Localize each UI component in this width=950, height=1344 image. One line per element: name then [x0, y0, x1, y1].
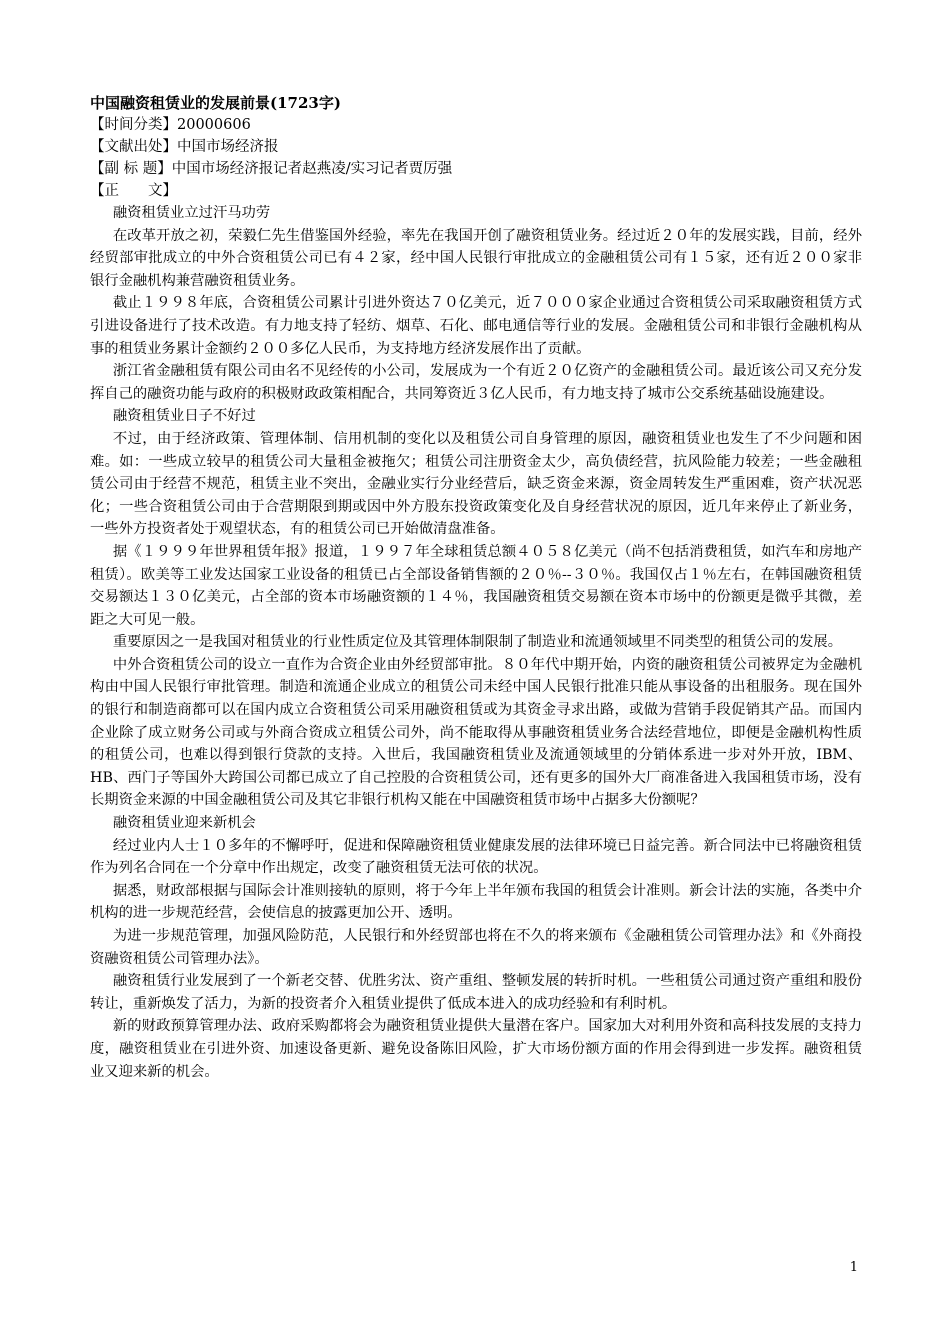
paragraph: 融资租赁行业发展到了一个新老交替、优胜劣汰、资产重组、整顿发展的转折时机。一些租赁公司通过资产重组和股份转让，重新焕发了活力，为新的投资者介入租赁业提供了低成本进入的成功经验和有利时机。	[90, 973, 862, 1012]
paragraph: 经过业内人士１０多年的不懈呼吁，促进和保障融资租赁业健康发展的法律环境已日益完善。新合同法中已将融资租赁作为列名合同在一个分章中作出规定，改变了融资租赁无法可依的状况。	[90, 837, 862, 877]
paragraph: 新的财政预算管理办法、政府采购都将会为融资租赁业提供大量潜在客户。国家加大对利用外资和高科技发展的支持力度，融资租赁业在引进外资、加速设备更新、避免设备陈旧风险，扩大市场份额方面的作用会得到进一步发挥。融资租赁业又迎来新的机会。	[90, 1018, 862, 1080]
article-meta	[90, 114, 862, 202]
meta-body-label: 【正 文】	[90, 183, 177, 199]
paragraph: 中外合资租赁公司的设立一直作为合资企业由外经贸部审批。８０年代中期开始，内资的融资租赁公司被界定为金融机构由中国人民银行审批管理。制造和流通企业成立的租赁公司未经中国人民银行批准只能从事设备的出租服务。现在国外的银行和制造商都可以在国内成立合资租赁公司采用融资租赁或为其资金寻求出路，或做为营销手段促销其产品。而国内企业除了成立财务公司或与外商合资成立租赁公司外，尚不能取得从事融资租赁业务合法经营地位，即便是金融机构性质的租赁公司，也难以得到银行贷款的支持。入世后，我国融资租赁业及流通领域里的分销体系进一步对外开放，IBM、HB、西门子等国外大跨国公司都已成立了自己控股的合资租赁公司，还有更多的国外大厂商准备进入我国租赁市场，没有长期资金来源的中国金融租赁公司及其它非银行机构又能在中国融资租赁市场中占据多大份额呢？	[90, 656, 862, 809]
paragraph: 为进一步规范管理，加强风险防范，人民银行和外经贸部也将在不久的将来颁布《金融租赁公司管理办法》和《外商投资融资租赁公司管理办法》。	[90, 928, 862, 967]
section-heading: 融资租赁业迎来新机会	[112, 815, 256, 832]
paragraph: 据《１９９９年世界租赁年报》报道，１９９７年全球租赁总额４０５８亿美元（尚不包括消费租赁，如汽车和房地产租赁）。欧美等工业发达国家工业设备的租赁已占全部设备销售额的２０％--３０％。我国仅占１％左右，在韩国融资租赁交易额达１３０亿美元，占全部的资本市场融资额的１４％，我国融资租赁交易额在资本市场中的份额更是微乎其微，差距之大可见一般。	[90, 543, 862, 628]
section-heading: 融资租赁业立过汗马功劳	[112, 205, 271, 221]
meta-subtitle: 【副 标 题】中国市场经济报记者赵燕凌/实习记者贾厉强	[90, 161, 453, 177]
article-title: 中国融资租赁业的发展前景(1723字)	[90, 94, 341, 112]
paragraph: 重要原因之一是我国对租赁业的行业性质定位及其管理体制限制了制造业和流通领域里不同类型的租赁公司的发展。	[112, 634, 843, 651]
document-page	[90, 92, 862, 1083]
paragraph: 据悉，财政部根据与国际会计准则接轨的原则，将于今年上半年颁布我国的租赁会计准则。新会计法的实施，各类中介机构的进一步规范经营，会使信息的披露更加公开、透明。	[90, 882, 862, 922]
article-body	[90, 202, 862, 1083]
paragraph: 截止１９９８年底，合资租赁公司累计引进外资达７０亿美元，近７０００家企业通过合资租赁公司采取融资租赁方式引进设备进行了技术改造。有力地支持了轻纺、烟草、石化、邮电通信等行业的发展。金融租赁公司和非银行金融机构从事的租赁业务累计金额约２００多亿人民币，为支持地方经济发展作出了贡献。	[90, 295, 862, 357]
meta-source: 【文献出处】中国市场经济报	[90, 139, 279, 155]
section-heading: 融资租赁业日子不好过	[112, 408, 256, 425]
paragraph: 浙江省金融租赁有限公司由名不见经传的小公司，发展成为一个有近２０亿资产的金融租赁公司。最近该公司又充分发挥自己的融资功能与政府的积极财政政策相配合，共同筹资近３亿人民币，有力地支持了城市公交系统基础设施建设。	[90, 363, 862, 402]
paragraph: 在改革开放之初，荣毅仁先生借鉴国外经验，率先在我国开创了融资租赁业务。经过近２０年的发展实践，目前，经外经贸部审批成立的中外合资租赁公司已有４２家，经中国人民银行审批成立的金融租赁公司有１５家，还有近２００家非银行金融机构兼营融资租赁业务。	[90, 227, 862, 289]
paragraph: 不过，由于经济政策、管理体制、信用机制的变化以及租赁公司自身管理的原因，融资租赁业也发生了不少问题和困难。如：一些成立较早的租赁公司大量租金被拖欠；租赁公司注册资金太少，高负债经营，抗风险能力较差；一些金融租赁公司由于经营不规范，租赁主业不突出，金融业实行分业经营后，缺乏资金来源，资金周转发生严重困难，资产状况恶化；一些合资租赁公司由于合营期限到期或因中外方股东投资政策变化及自身经营状况的原因，近几年来停止了新业务，一些外方投资者处于观望状态，有的租赁公司已开始做清盘准备。	[90, 430, 862, 538]
meta-time-category: 【时间分类】20000606	[90, 117, 251, 133]
page-number: 1	[849, 1260, 858, 1275]
